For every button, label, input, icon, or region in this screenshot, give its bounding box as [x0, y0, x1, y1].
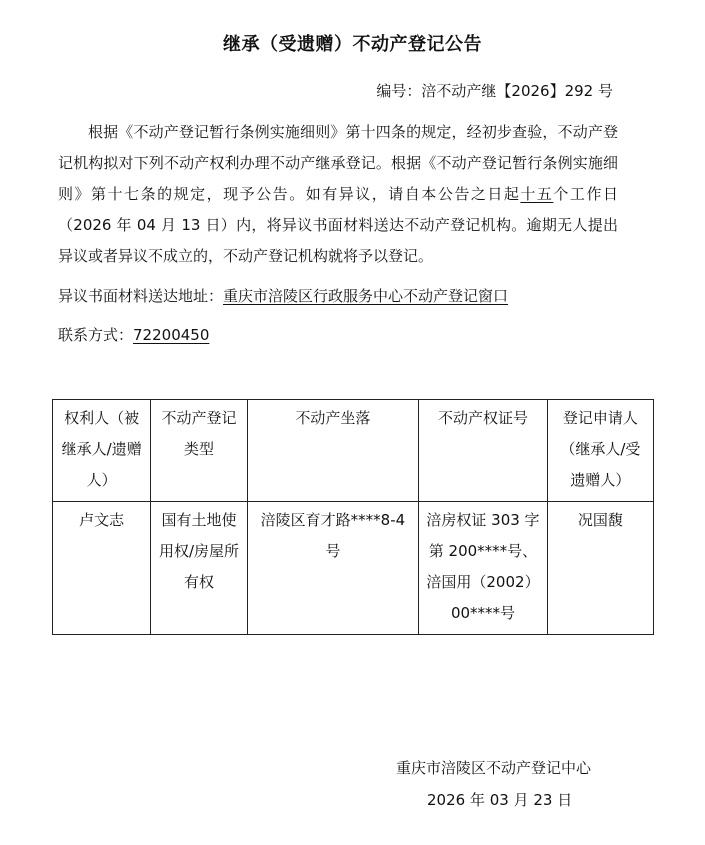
issue-date: 2026 年 03 月 23 日 [427, 791, 573, 809]
property-table [52, 399, 654, 635]
objection-address-label: 异议书面材料送达地址： [58, 287, 224, 305]
cell-registration-type: 国有土地使用权/房屋所有权 [151, 502, 247, 635]
header-owner: 权利人（被继承人/遗赠人） [53, 400, 151, 502]
objection-address [58, 284, 508, 308]
notice-body [58, 117, 618, 272]
header-location: 不动产坐落 [247, 400, 419, 502]
cell-certificate-number: 涪房权证 303 字第 200****号、涪国用（2002）00****号 [419, 502, 547, 635]
issuing-authority: 重庆市涪陵区不动产登记中心 [396, 759, 592, 777]
header-registration-type: 不动产登记类型 [151, 400, 247, 502]
document-number: 编号：涪不动产继【2026】292 号 [376, 82, 613, 100]
table-row [53, 502, 654, 635]
cell-location: 涪陵区育才路****8-4 号 [247, 502, 419, 635]
contact-phone: 72200450 [133, 326, 210, 344]
objection-days: 十五 [520, 185, 554, 203]
objection-address-value: 重庆市涪陵区行政服务中心不动产登记窗口 [223, 287, 509, 305]
notice-body-part1: 根据《不动产登记暂行条例实施细则》第十四条的规定，经初步查验，不动产登记机构拟对下列不动产权利办理不动产继承登记。根据《不动产登记暂行条例实施细则》第十七条的规定，现予公告。如有异议，请自本公告之日起 [58, 123, 618, 203]
contact-label: 联系方式： [58, 326, 134, 344]
notice-body-part2: 个工作日（2026 年 04 月 13 日）内，将异议书面材料送达不动产登记机构。逾期无人提出异议或者异议不成立的，不动产登记机构就将予以登记。 [58, 185, 618, 265]
cell-applicant: 况国馥 [547, 502, 653, 635]
notice-title: 继承（受遗赠）不动产登记公告 [223, 34, 482, 55]
header-applicant: 登记申请人（继承人/受遗赠人） [547, 400, 653, 502]
header-certificate-number: 不动产权证号 [419, 400, 547, 502]
cell-owner: 卢文志 [53, 502, 151, 635]
table-header-row [53, 400, 654, 502]
contact-info [58, 323, 209, 347]
